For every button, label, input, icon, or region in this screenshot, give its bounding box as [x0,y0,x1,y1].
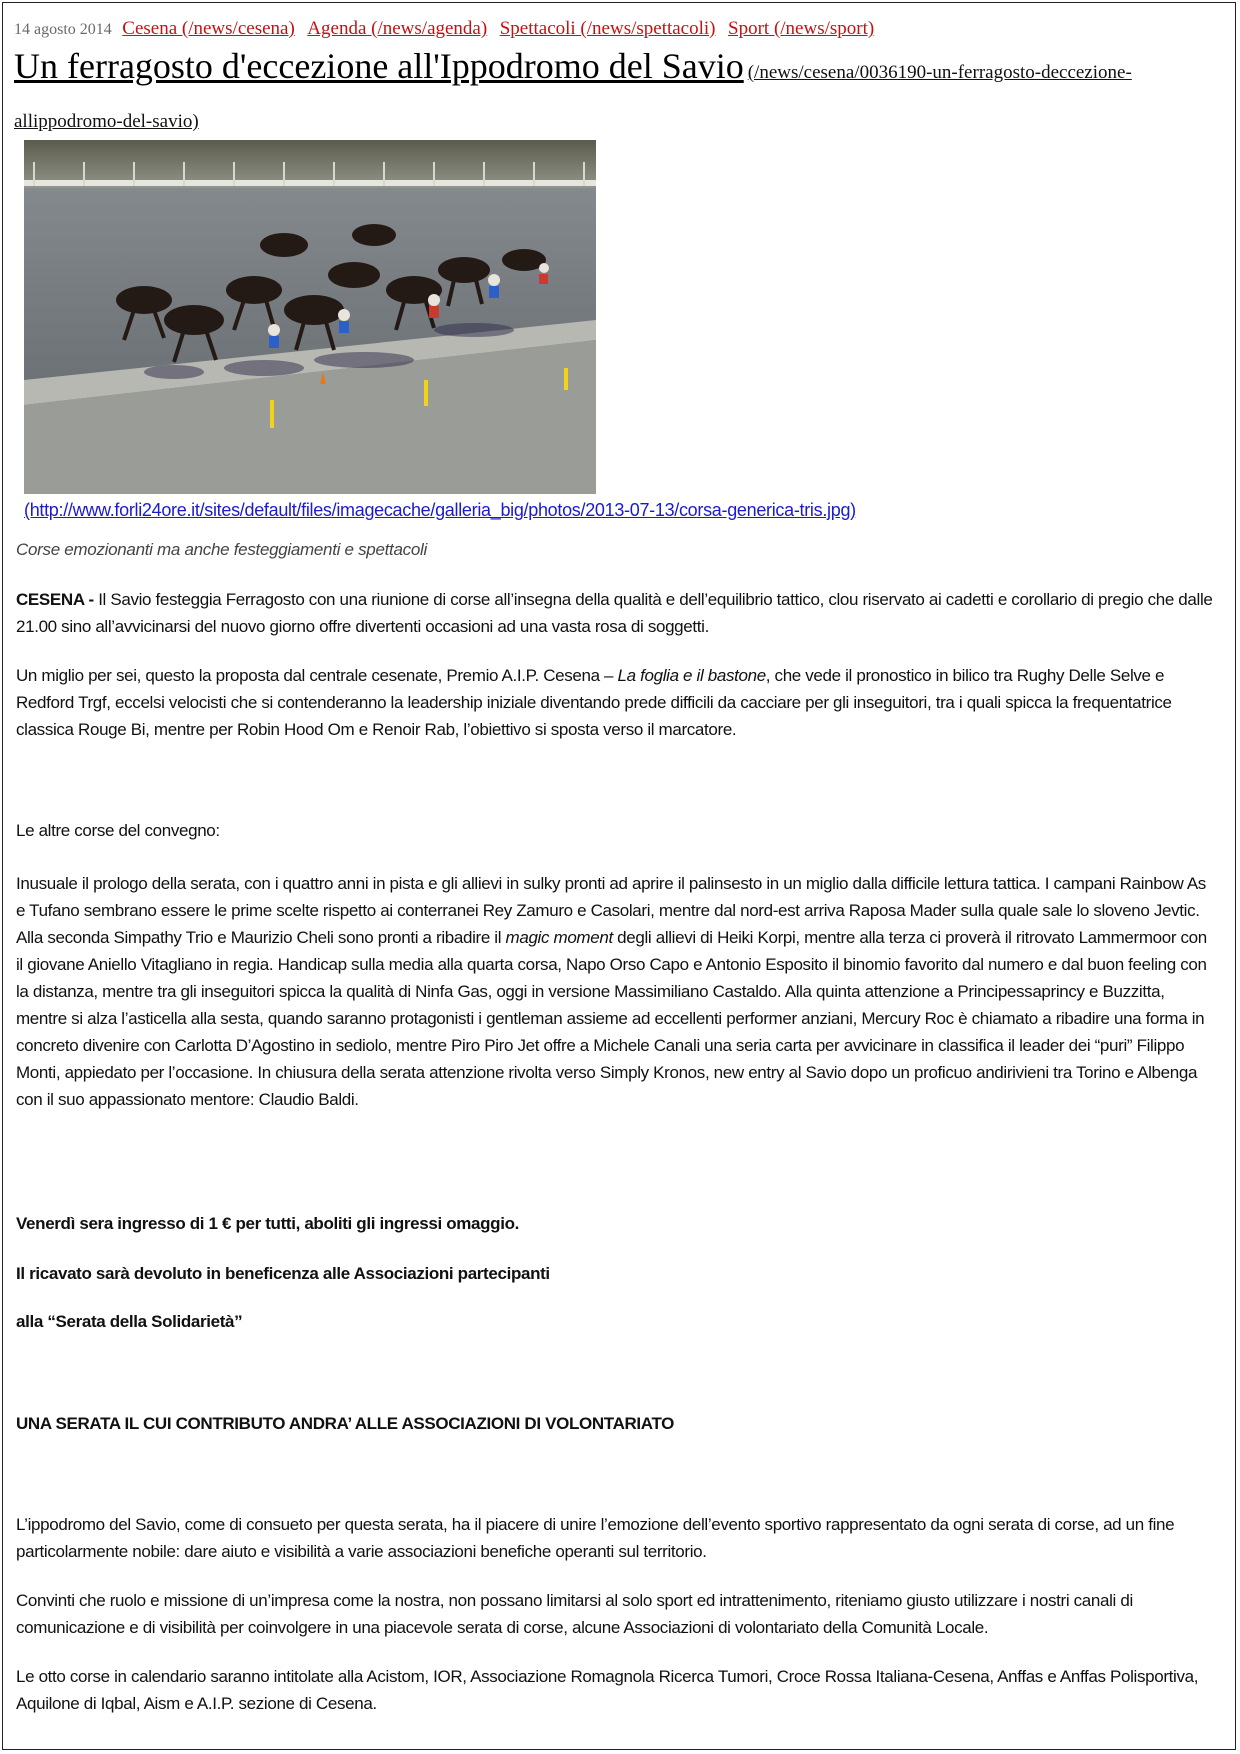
subhead-other-races: Le altre corse del convegno: [16,821,220,840]
main-race-name: La foglia e il bastone [617,666,766,685]
article-meta [14,18,882,40]
charity-note: Il ricavato sarà devoluto in beneficenza alle Associazioni partecipanti [16,1264,550,1283]
image-source-link[interactable]: (http://www.forli24ore.it/sites/default/files/imagecache/galleria_big/photos/2013-07-13/corsa-generica-tris.jpg) [24,500,856,520]
nav-link-sport[interactable]: Sport (/news/sport) [728,18,875,39]
volunteer-heading: UNA SERATA IL CUI CONTRIBUTO ANDRA’ ALLE ASSOCIAZIONI DI VOLONTARIATO [16,1414,675,1433]
article-date: 14 agosto 2014 [14,21,112,38]
solidarity-note: alla “Serata della Solidarietà” [16,1312,243,1331]
main-race-text-a: Un miglio per sei, questo la proposta dal centrale cesenate, Premio A.I.P. Cesena – [16,666,618,685]
article-title-block[interactable] [14,42,1214,147]
other-races-text-b: degli allievi di Heiki Korpi, mentre alla terza ci proverà il ritrovato Lammermoor con il giovane Aniello Vitagliano in regia. Handicap sulla media alla quarta corsa, Napo Orso Capo e Antonio Esposito il binomio favorito dal numero e dal buon feeling con la distanza, mentre tra gli inseguitori spicca la qualità di Ninfa Gas, oggi in versione Massimiliano Castaldo. Alla quinta attenzione a Principessaprincy e Buzzitta, mentre si alza l’asticella alla sesta, quando saranno protagonisti i gentleman assieme ad eccellenti performer anziani, Mercury Roc è chiamato a ribadire una forma in concreto divenire con Carlotta D’Agostino in sediolo, mentre Piro Piro Jet offre a Michele Canali una seria carta per avvicinare in classifica il leader dei “puri” Filippo Monti, appiedato per l’occasione. In chiusura della serata attenzione rivolta verso Simply Kronos, new entry al Savio dopo un proficuo andirivieni tra Torino e Albenga con il suo appassionato mentore: Claudio Baldi. [16,928,1207,1109]
dateline: CESENA - [16,590,99,609]
nav-link-agenda[interactable]: Agenda (/news/agenda) [307,18,488,39]
main-race-text-b: , che vede il pronostico in bilico tra Rughy Delle Selve e Redford Trgf, eccelsi velocisti che si contenderanno la leadership iniziale diventando prede difficili da cacciare per gli inseguitori, tra i quali spicca la frequentatrice classica Rouge Bi, mentre per Robin Hood Om e Renoir Rab, l’obiettivo si sposta verso il marcatore. [16,666,1172,739]
nav-link-spettacoli[interactable]: Spettacoli (/news/spettacoli) [499,18,716,39]
paragraph-hippodrome: L’ippodromo del Savio, come di consueto per questa serata, ha il piacere di unire l’emozione dell’evento sportivo rappresentato da ogni serata di corse, ad un fine particolarmente nobile: dare aiuto e visibilità a varie associazioni benefiche operanti sul territorio. [16,1515,1175,1561]
article-title-path[interactable]: (/news/cesena/0036190-un-ferragosto-deccezione-allippodromo-del-savio) [14,62,1132,132]
race-photo-illustration [24,140,596,494]
article-title[interactable]: Un ferragosto d'eccezione all'Ippodromo del Savio [14,46,744,86]
entry-fee-note: Venerdì sera ingresso di 1 € per tutti, aboliti gli ingressi omaggio. [16,1214,519,1233]
other-races-text-a: Inusuale il prologo della serata, con i quattro anni in pista e gli allievi in sulky pronti ad aprire il palinsesto in un miglio dalla difficile lettura tattica. I campani Rainbow As e Tufano sembrano essere le prime scelte rispetto ai conterranei Rey Zamuro e Casolari, mentre dal nord-est arriva Raposa Mader sulla quale sale lo sloveno Jevtic. Alla seconda Simpathy Trio e Maurizio Cheli sono pronti a ribadire il [16,874,1206,947]
paragraph-races-list: Le otto corse in calendario saranno intitolate alla Acistom, IOR, Associazione Romagnola Ricerca Tumori, Croce Rossa Italiana-Cesena, Anffas e Anffas Polisportiva, Aquilone di Iqbal, Aism e A.I.P. sezione di Cesena. [16,1667,1199,1713]
paragraph-other-races [16,870,1216,1113]
photo-caption: Corse emozionanti ma anche festeggiamenti e spettacoli [16,540,427,559]
race-photo [24,140,596,494]
magic-moment: magic moment [505,928,613,947]
paragraph-mission: Convinti che ruolo e missione di un’impresa come la nostra, non possano limitarsi al solo sport ed intrattenimento, riteniamo giusto utilizzare i nostri canali di comunicazione e di visibilità per coinvolgere in una piacevole serata di corse, alcune Associazioni di volontariato della Comunità Locale. [16,1591,1133,1637]
paragraph-main-race [16,662,1216,743]
paragraph-intro [16,586,1216,640]
nav-link-cesena[interactable]: Cesena (/news/cesena) [122,18,295,39]
paragraph-intro-text: Il Savio festeggia Ferragosto con una riunione di corse all’insegna della qualità e dell’equilibrio tattico, clou riservato ai cadetti e corollario di pregio che dalle 21.00 sino all’avvicinarsi del nuovo giorno offre divertenti occasioni ad una vasta rosa di soggetti. [16,590,1213,636]
